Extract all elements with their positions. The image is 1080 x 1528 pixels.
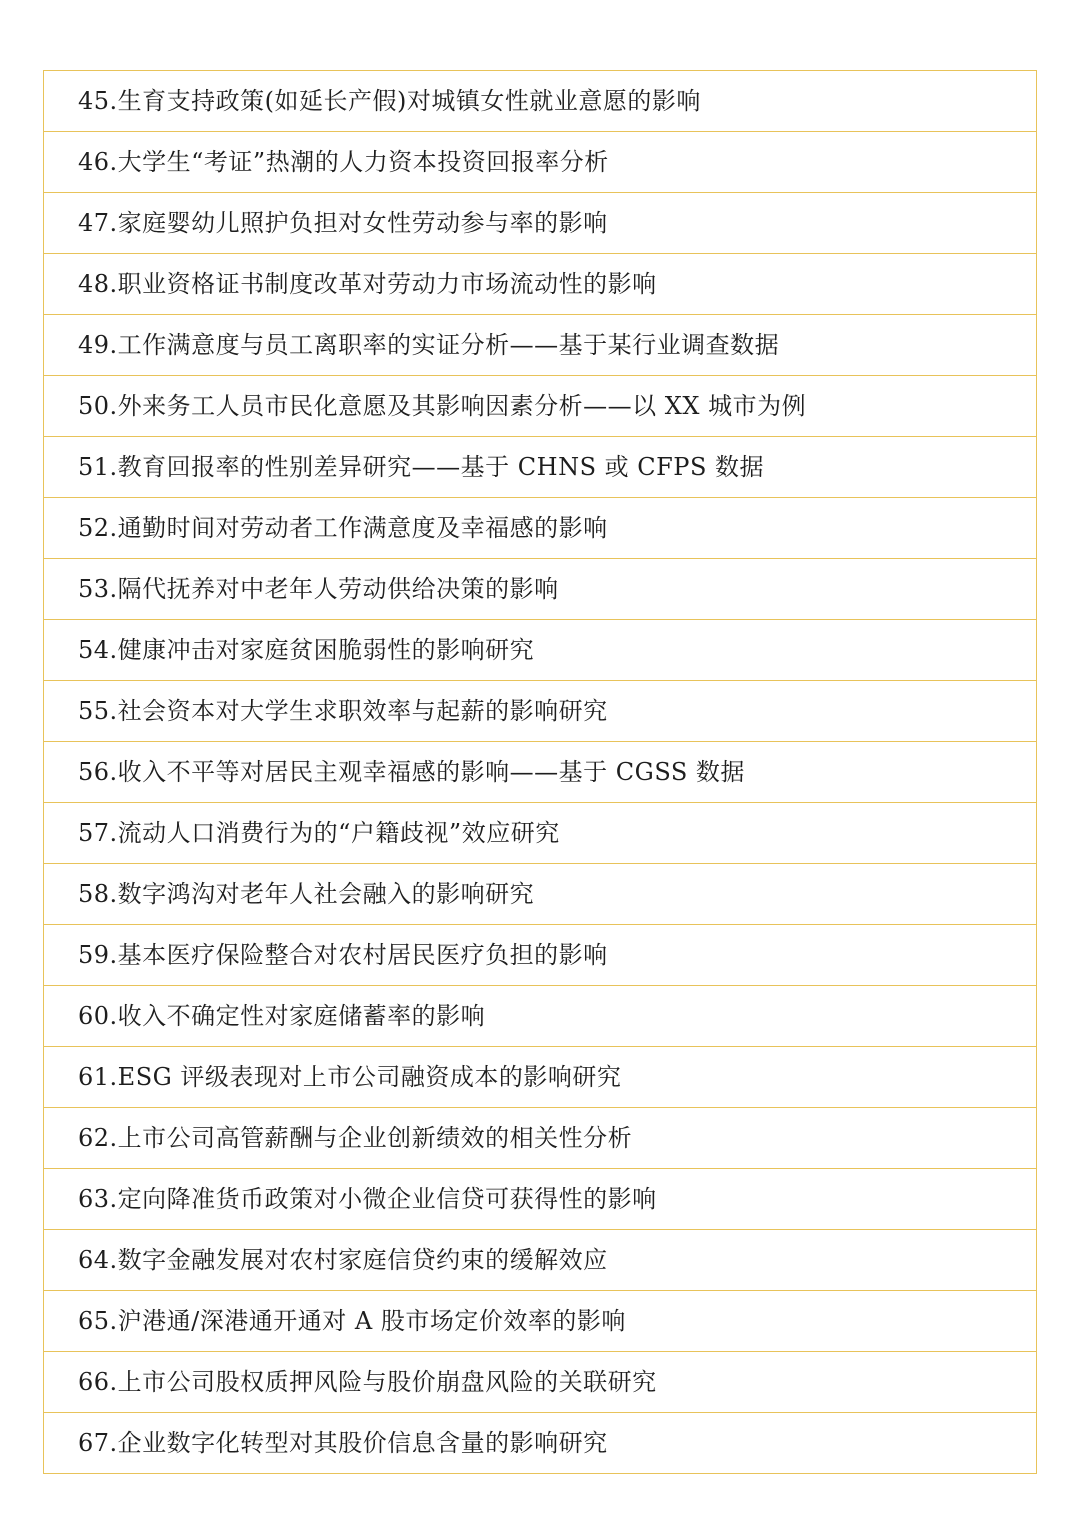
topic-cell: 49.工作满意度与员工离职率的实证分析——基于某行业调查数据 — [44, 315, 1037, 376]
topic-cell: 60.收入不确定性对家庭储蓄率的影响 — [44, 986, 1037, 1047]
table-row — [44, 498, 1037, 559]
topic-cell: 50.外来务工人员市民化意愿及其影响因素分析——以 XX 城市为例 — [44, 376, 1037, 437]
topic-cell: 55.社会资本对大学生求职效率与起薪的影响研究 — [44, 681, 1037, 742]
topic-cell: 51.教育回报率的性别差异研究——基于 CHNS 或 CFPS 数据 — [44, 437, 1037, 498]
table-row — [44, 620, 1037, 681]
table-row — [44, 1047, 1037, 1108]
topic-cell: 59.基本医疗保险整合对农村居民医疗负担的影响 — [44, 925, 1037, 986]
topic-cell: 61.ESG 评级表现对上市公司融资成本的影响研究 — [44, 1047, 1037, 1108]
topic-table — [43, 70, 1037, 1474]
table-row — [44, 803, 1037, 864]
table-row — [44, 986, 1037, 1047]
table-row — [44, 315, 1037, 376]
table-row — [44, 742, 1037, 803]
topic-cell: 63.定向降准货币政策对小微企业信贷可获得性的影响 — [44, 1169, 1037, 1230]
table-row — [44, 925, 1037, 986]
table-row — [44, 437, 1037, 498]
table-row — [44, 559, 1037, 620]
topic-cell: 64.数字金融发展对农村家庭信贷约束的缓解效应 — [44, 1230, 1037, 1291]
table-row — [44, 132, 1037, 193]
topic-cell: 67.企业数字化转型对其股价信息含量的影响研究 — [44, 1413, 1037, 1474]
topic-cell: 46.大学生“考证”热潮的人力资本投资回报率分析 — [44, 132, 1037, 193]
topic-cell: 66.上市公司股权质押风险与股价崩盘风险的关联研究 — [44, 1352, 1037, 1413]
topic-cell: 53.隔代抚养对中老年人劳动供给决策的影响 — [44, 559, 1037, 620]
topic-cell: 57.流动人口消费行为的“户籍歧视”效应研究 — [44, 803, 1037, 864]
table-row — [44, 1352, 1037, 1413]
topic-cell: 62.上市公司高管薪酬与企业创新绩效的相关性分析 — [44, 1108, 1037, 1169]
topic-cell: 47.家庭婴幼儿照护负担对女性劳动参与率的影响 — [44, 193, 1037, 254]
table-row — [44, 864, 1037, 925]
topic-cell: 56.收入不平等对居民主观幸福感的影响——基于 CGSS 数据 — [44, 742, 1037, 803]
table-row — [44, 1291, 1037, 1352]
table-row — [44, 1413, 1037, 1474]
table-row — [44, 376, 1037, 437]
topic-cell: 48.职业资格证书制度改革对劳动力市场流动性的影响 — [44, 254, 1037, 315]
table-row — [44, 254, 1037, 315]
table-row — [44, 681, 1037, 742]
table-row — [44, 193, 1037, 254]
topic-cell: 54.健康冲击对家庭贫困脆弱性的影响研究 — [44, 620, 1037, 681]
table-row — [44, 1230, 1037, 1291]
topic-cell: 45.生育支持政策(如延长产假)对城镇女性就业意愿的影响 — [44, 71, 1037, 132]
table-row — [44, 1169, 1037, 1230]
topic-cell: 52.通勤时间对劳动者工作满意度及幸福感的影响 — [44, 498, 1037, 559]
table-row — [44, 1108, 1037, 1169]
topic-cell: 65.沪港通/深港通开通对 A 股市场定价效率的影响 — [44, 1291, 1037, 1352]
topic-cell: 58.数字鸿沟对老年人社会融入的影响研究 — [44, 864, 1037, 925]
table-row — [44, 71, 1037, 132]
